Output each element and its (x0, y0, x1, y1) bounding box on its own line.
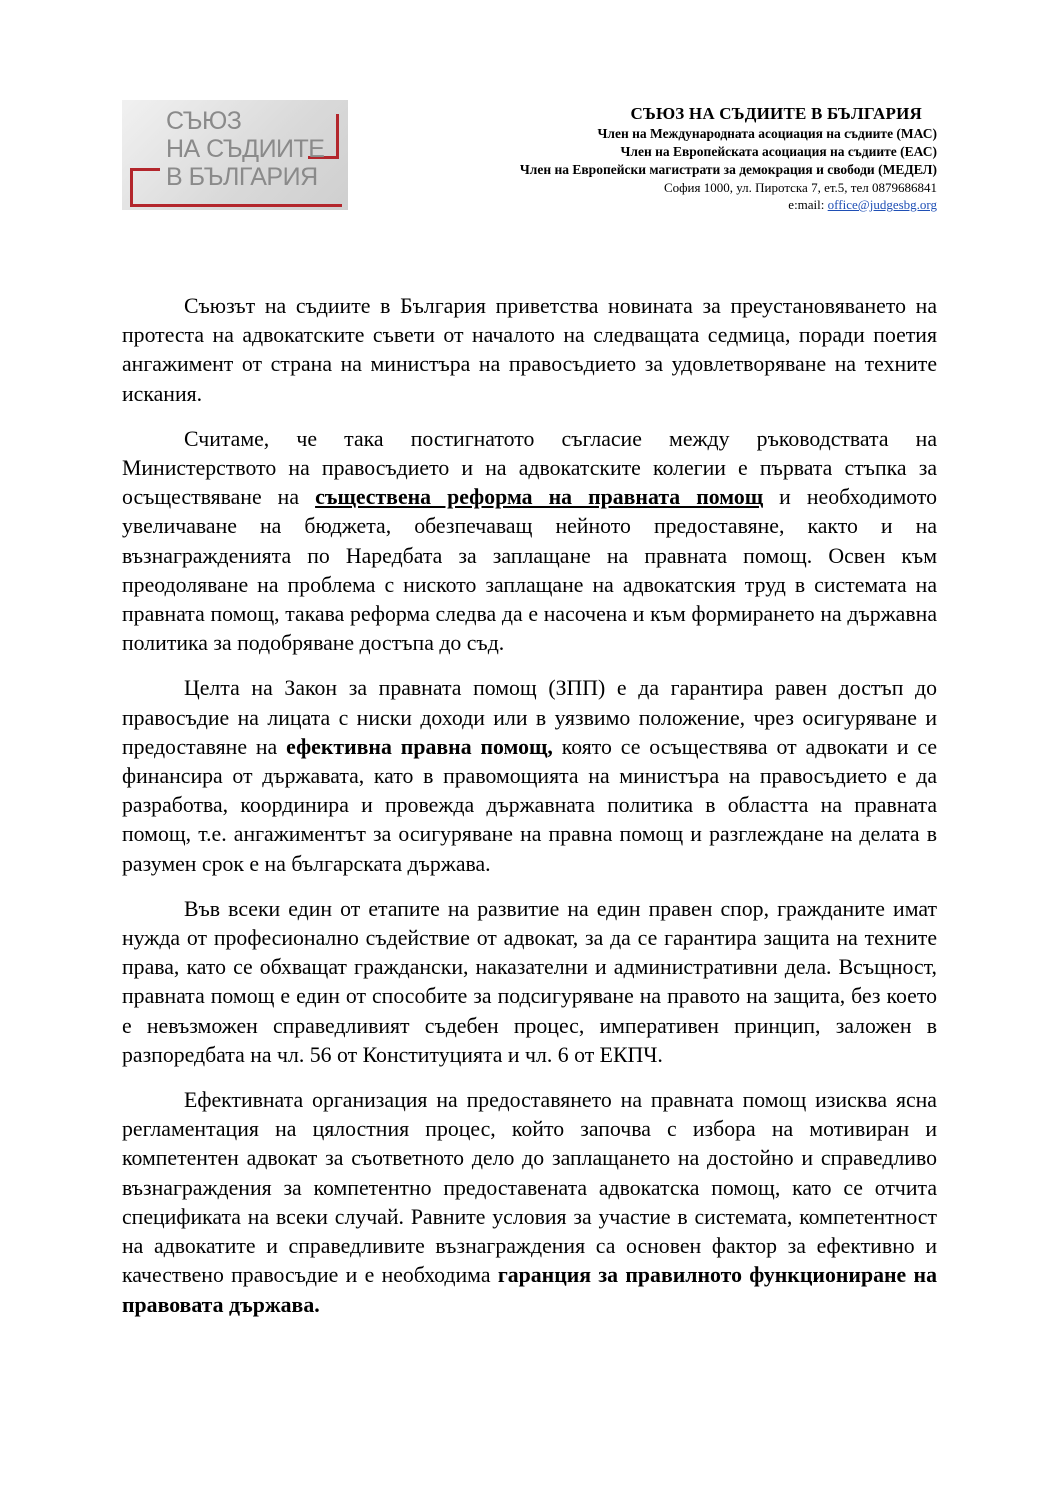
paragraph-4: Във всеки един от етапите на развитие на един правен спор, гражданите имат нужда от професионално съдействие от адвокат, за да се гарантира защита на техните права, като се обхващат граждански, наказателни и административни дела. Всъщност, правната помощ е един от способите за подсигуряване на правото на защита, без което е невъзможен справедливият съдебен процес, императивен принцип, заложен в разпоредбата на чл. 56 от Конституцията и чл. 6 от ЕКПЧ. (122, 896, 937, 1067)
paragraph-3-text: която се осъществява от адвокати и се финансира от държавата, като в правомощията на министъра на правосъдието е да разработва, координира и провежда държавната политика в областта на правната помощ, т.е. ангажиментът за осигуряване на правна помощ и разглеждане на делата в разумен срок е на българската държава. (122, 734, 937, 876)
logo-frame-accent (130, 204, 342, 207)
logo-frame-accent (130, 168, 160, 171)
paragraph-2-text: и необходимото увеличаване на бюджета, обезпечаващ нейното предоставяне, както и на възнагражденията по Наредбата за заплащане на правната помощ. Освен към преодоляване на проблема с ниското заплащане на адвокатския труд в системата на правната помощ, такава реформа следва да е насочена и към формирането на държавна политика за подобряване достъпа до съд. (122, 485, 938, 656)
paragraph-5 (122, 1086, 937, 1320)
organization-logo (122, 100, 348, 210)
logo-text-line-2: НА СЪДИИТЕ (166, 135, 325, 163)
membership-line: Член на Европейската асоциация на съдиите (ЕАС) (620, 144, 937, 159)
membership-line: Член на Европейски магистрати за демокрация и свободи (МЕДЕЛ) (519, 162, 937, 177)
emphasis-effective-legal-aid: ефективна правна помощ, (286, 734, 553, 759)
email-line (377, 196, 937, 213)
paragraph-2 (122, 425, 937, 659)
logo-text-line-1: СЪЮЗ (166, 107, 242, 135)
paragraph-2-text: Считаме, че така постигнатото съгласие между ръководствата на Министерството на правосъдието и на адвокатските колегии е първата стъпка за осъществяване на (122, 426, 937, 510)
paragraph-3-text: Целта на Закон за правната помощ (ЗПП) е да гарантира равен достъп до правосъдие на лицата с ниски доходи или в уязвимо положение, чрез осигуряване и предоставяне на (122, 676, 937, 759)
organization-title: СЪЮЗ НА СЪДИИТЕ В БЪЛГАРИЯ (630, 104, 922, 123)
letter-body (122, 292, 937, 1336)
logo-text-line-3: В БЪЛГАРИЯ (166, 163, 318, 191)
email-label: e:mail: (788, 197, 828, 212)
address-line: София 1000, ул. Пиротска 7, ет.5, тел 0879686841 (663, 180, 937, 195)
email-link[interactable]: office@judgesbg.org (827, 197, 937, 212)
logo-frame-accent (336, 114, 339, 158)
letterhead (377, 103, 937, 213)
emphasis-legal-aid-reform: съществена реформа на правната помощ (315, 485, 764, 510)
paragraph-3 (122, 674, 937, 878)
paragraph-1: Съюзът на съдиите в България приветства новината за преустановяването на протеста на адвокатските съвети от началото на следващата седмица, поради поетия ангажимент от страна на министъра на правосъдието за удовлетворяване на техните искания. (122, 294, 937, 406)
emphasis-rule-of-law: гаранция за правилното функциониране на правовата държава. (122, 1263, 937, 1317)
membership-line: Член на Международната асоциация на съдиите (МАС) (597, 126, 937, 141)
paragraph-5-text: Ефективната организация на предоставянето на правната помощ изисква ясна регламентация на цялостния процес, който започва с избора на мотивиран и компетентен адвокат за съответното дело до заплащането на достойно и справедливо възнаграждения за компетентно предоставената адвокатска помощ, като се отчита спецификата на всеки случай. Равните условия за участие в системата, компетентност на адвокатите и справедливите възнаграждения са основен фактор за ефективно и качествено правосъдие и е необходима (122, 1088, 937, 1288)
logo-frame-accent (130, 168, 133, 206)
